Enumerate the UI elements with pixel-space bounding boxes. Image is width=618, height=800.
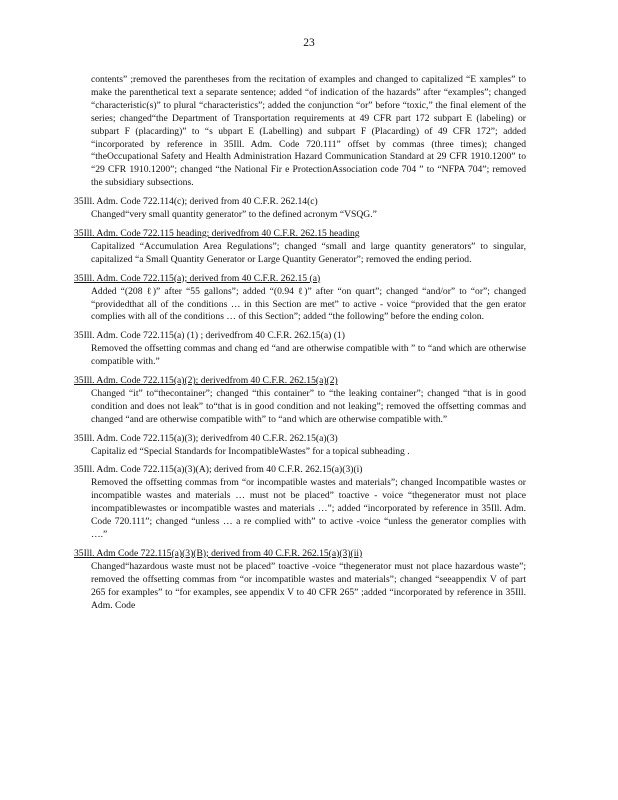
entry-text: Added “(208 ℓ)” after “55 gallons”; added “(0.94 ℓ)” after “on quart”; changed “and/or” to “or”; changed “providedthat all of the conditions … in this Section are met” to active - voice “provided that the gen erator complies with all of the conditions … of this Section”; added “the following” before the ending colon. — [91, 285, 526, 323]
entry-heading: 35Ill. Adm. Code 722.114(c); derived from 40 C.F.R. 262.14(c) — [74, 196, 318, 208]
entry-heading: 35Ill. Adm. Code 722.115(a) (1) ; derivedfrom 40 C.F.R. 262.15(a) (1) — [74, 330, 345, 342]
entry-heading: 35Ill. Adm. Code 722.115(a)(3); derivedfrom 40 C.F.R. 262.15(a)(3) — [74, 432, 338, 444]
entry — [74, 330, 526, 369]
entry-heading: 35Ill. Adm Code 722.115(a)(3)(B); derived from 40 C.F.R. 262.15(a)(3)(ii) — [74, 547, 363, 559]
entry-heading: 35Ill. Adm. Code 722.115(a)(3)(A); derived from 40 C.F.R. 262.15(a)(3)(i) — [74, 464, 363, 476]
entry-heading: 35Ill. Adm. Code 722.115(a); derived from 40 C.F.R. 262.15 (a) — [74, 272, 321, 284]
entry-text: Capitalized “Accumulation Area Regulations”; changed “small and large quantity generators” to singular, capitalized “a Small Quantity Generator or Large Quantity Generator”; removed the ending period. — [91, 240, 526, 265]
entry-text: Removed the offsetting commas from “or incompatible wastes and materials”; changed Incompatible wastes or incompatible wastes and materials … must not be placed” toactive - voice “thegenerator must not place incompatiblewastes or incompatible wastes and materials …”; added “incorporated by reference in 35Ill. Adm. Code 720.111”; changed “unless … a re complied with” to active -voice “unless the generator complies with ….” — [91, 477, 526, 540]
entry-text: contents” ;removed the parentheses from the recitation of examples and changed to capitalized “E xamples” to make the parenthetical text a separate sentence; added “of indication of the hazards” after “examples”; changed “characteristic(s)” to plural “characteristics”; added the conjunction “or” before “toxic,” the final element of the series; changed“the Department of Transportation requirements at 49 CFR part 172 subpart E (labeling) or subpart F (placarding)” to “s ubpart E (Labelling) and subpart F (Placarding) of 49 CFR 172”; added “incorporated by reference in 35Ill. Adm. Code 720.111” offset by commas (three times); changed “theOccupational Safety and Health Administration Hazard Communication Standard at 29 CFR 1910.1200” to “29 CFR 1910.1200”; changed “the National Fir e ProtectionAssociation code 704 ” to “NFPA 704”; removed the subsidiary subsections. — [91, 74, 526, 189]
document-body — [74, 74, 526, 618]
entry-heading: 35Ill. Adm. Code 722.115(a)(2); derivedfrom 40 C.F.R. 262.15(a)(2) — [74, 375, 338, 387]
entry-text: Changed“hazardous waste must not be placed” toactive -voice “thegenerator must not place hazardous waste”; removed the offsetting commas from “or incompatible wastes and materials”; changed “seeappendix V of part 265 for examples” to “for examples, see appendix V to 40 CFR 265” ;added “incorporated by reference in 35Ill. Adm. Code — [91, 560, 526, 611]
entry-heading: 35Ill. Adm. Code 722.115 heading; derivedfrom 40 C.F.R. 262.15 heading — [74, 227, 360, 239]
entry — [74, 375, 526, 427]
entry-text: Changed “it” to“thecontainer”; changed “this container” to “the leaking container”; changed “that is in good condition and does not leak” to“that is in good condition and not leaking”; removed the offsetting commas and changed “and are otherwise compatible with” to “and which are otherwise compatible with.” — [91, 387, 526, 425]
entry — [74, 464, 526, 541]
entry — [74, 196, 526, 222]
page-number: 23 — [303, 37, 315, 49]
entry — [74, 548, 526, 613]
entry — [74, 433, 526, 459]
entry — [74, 228, 526, 267]
entry-text: Removed the offsetting commas and chang ed “and are otherwise compatible with ” to “and which are otherwise compatible with.” — [91, 343, 526, 368]
entry-text: Capitaliz ed “Special Standards for IncompatibleWastes” for a topical subheading . — [91, 445, 410, 457]
entry — [74, 273, 526, 325]
entry-text: Changed“very small quantity generator” to the defined acronym “VSQG.” — [91, 209, 377, 221]
entry-continuation — [91, 74, 526, 190]
